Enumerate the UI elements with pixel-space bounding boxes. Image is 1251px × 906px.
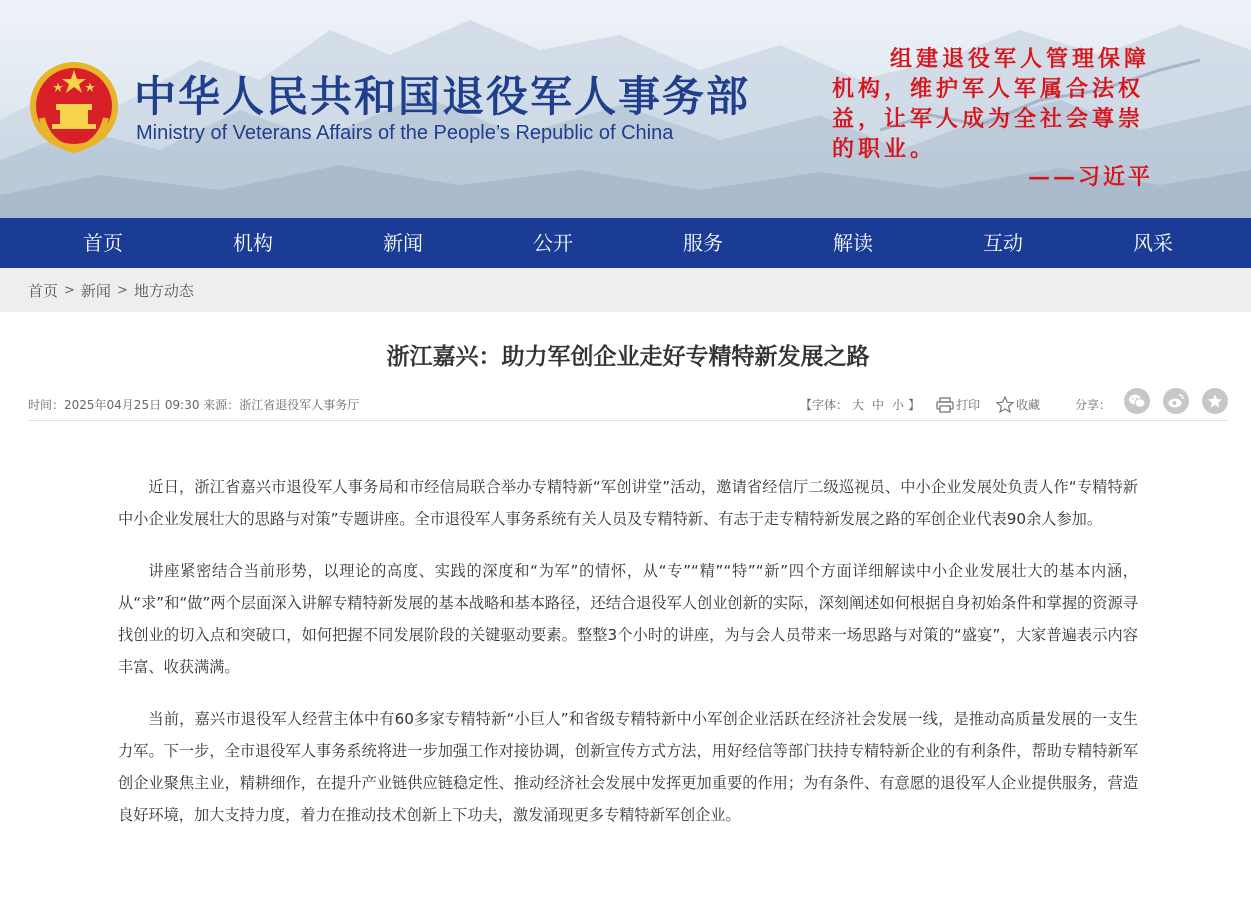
star-icon [996,396,1014,413]
quote-line: 益，让军人成为全社会尊崇 [832,106,1145,132]
nav-item-interaction[interactable]: 互动 [983,231,1023,255]
weibo-icon [1167,393,1185,409]
breadcrumb-local-news[interactable]: 地方动态 [133,281,194,300]
printer-icon [936,397,954,413]
site-title-en: Ministry of Veterans Affairs of the People’s Republic of China [136,122,674,144]
article-body [118,471,1138,851]
article-meta: 时间：2025年04月25日 09:30 来源：浙江省退役军人事务厅 [28,398,360,412]
article-tools [800,396,1040,413]
article-paragraph: 近日，浙江省嘉兴市退役军人事务局和市经信局联合举办专精特新“军创讲堂”活动，邀请省经信厅二级巡视员、中小企业发展处负责人作“专精特新中小企业发展壮大的思路与对策”专题讲座。全市退役军人事务系统有关人员及专精特新、有志于走专精特新发展之路的军创企业代表90余人参加。 [118,478,1138,528]
breadcrumb-separator: > [64,282,75,298]
nav-item-organization[interactable]: 机构 [233,231,273,255]
wechat-icon [1128,393,1146,409]
nav-item-public[interactable]: 公开 [533,231,573,255]
quote-line: 机构，维护军人军属合法权 [832,76,1145,102]
main-nav [0,218,1251,268]
national-emblem-icon [28,58,120,154]
article-paragraph: 讲座紧密结合当前形势，以理论的高度、实践的深度和“为军”的情怀，从“专”“精”“特”“新”四个方面详细解读中小企业发展壮大的基本内涵，从“求”和“做”两个层面深入讲解专精特新发展的基本战略和基本路径，还结合退役军人创业创新的实际，深刻阐述如何根据自身初始条件和掌握的资源寻找创业的切入点和突破口，如何把握不同发展阶段的关键驱动要素。整整3个小时的讲座，为与会人员带来一场思路与对策的“盛宴”，大家普遍表示内容丰富、收获满满。 [118,562,1138,676]
print-label: 打印 [956,398,981,412]
font-size-large-button[interactable]: 大 [852,398,865,412]
article-paragraph: 当前，嘉兴市退役军人经营主体中有60多家专精特新“小巨人”和省级专精特新中小军创企业活跃在经济社会发展一线，是推动高质量发展的一支生力军。下一步，全市退役军人事务系统将进一步加强工作对接协调，创新宣传方式方法，用好经信等部门扶持专精特新企业的有利条件，帮助专精特新军创企业聚焦主业，精耕细作，在提升产业链供应链稳定性、推动经济社会发展中发挥更加重要的作用；为有条件、有意愿的退役军人企业提供服务，营造良好环境，加大支持力度，着力在推动技术创新上下功夫，激发涌现更多专精特新军创企业。 [118,710,1138,824]
article-title: 浙江嘉兴：助力军创企业走好专精特新发展之路 [386,344,870,370]
nav-item-news[interactable]: 新闻 [383,231,423,255]
share-weibo-button[interactable] [1163,388,1189,414]
quote-line: 组建退役军人管理保障 [890,46,1151,72]
star-icon [1207,393,1223,409]
leader-quote [832,44,1177,164]
nav-item-showcase[interactable]: 风采 [1133,231,1173,255]
nav-item-home[interactable]: 首页 [83,231,123,255]
font-size-label: 【字体： [800,398,849,412]
nav-item-service[interactable]: 服务 [683,231,723,255]
meta-divider [28,420,1228,421]
favorite-label: 收藏 [1016,398,1041,412]
font-size-medium-button[interactable]: 中 [872,398,885,412]
site-title-cn: 中华人民共和国退役军人事务部 [134,72,751,121]
breadcrumb [0,268,1251,312]
share-label: 分享： [1075,398,1112,412]
share-favorite-button[interactable] [1202,388,1228,414]
font-size-close: 】 [908,398,921,412]
breadcrumb-home[interactable]: 首页 [28,281,59,300]
header-banner [0,0,1251,218]
breadcrumb-separator: > [116,282,128,298]
quote-line: 的职业。 [832,136,937,162]
nav-item-interpretation[interactable]: 解读 [833,231,873,255]
quote-author: ——习近平 [1028,164,1154,190]
favorite-button[interactable] [996,396,1040,413]
breadcrumb-news[interactable]: 新闻 [80,281,111,300]
print-button[interactable] [936,396,980,413]
font-size-small-button[interactable]: 小 [892,398,905,412]
share-wechat-button[interactable] [1124,388,1150,414]
